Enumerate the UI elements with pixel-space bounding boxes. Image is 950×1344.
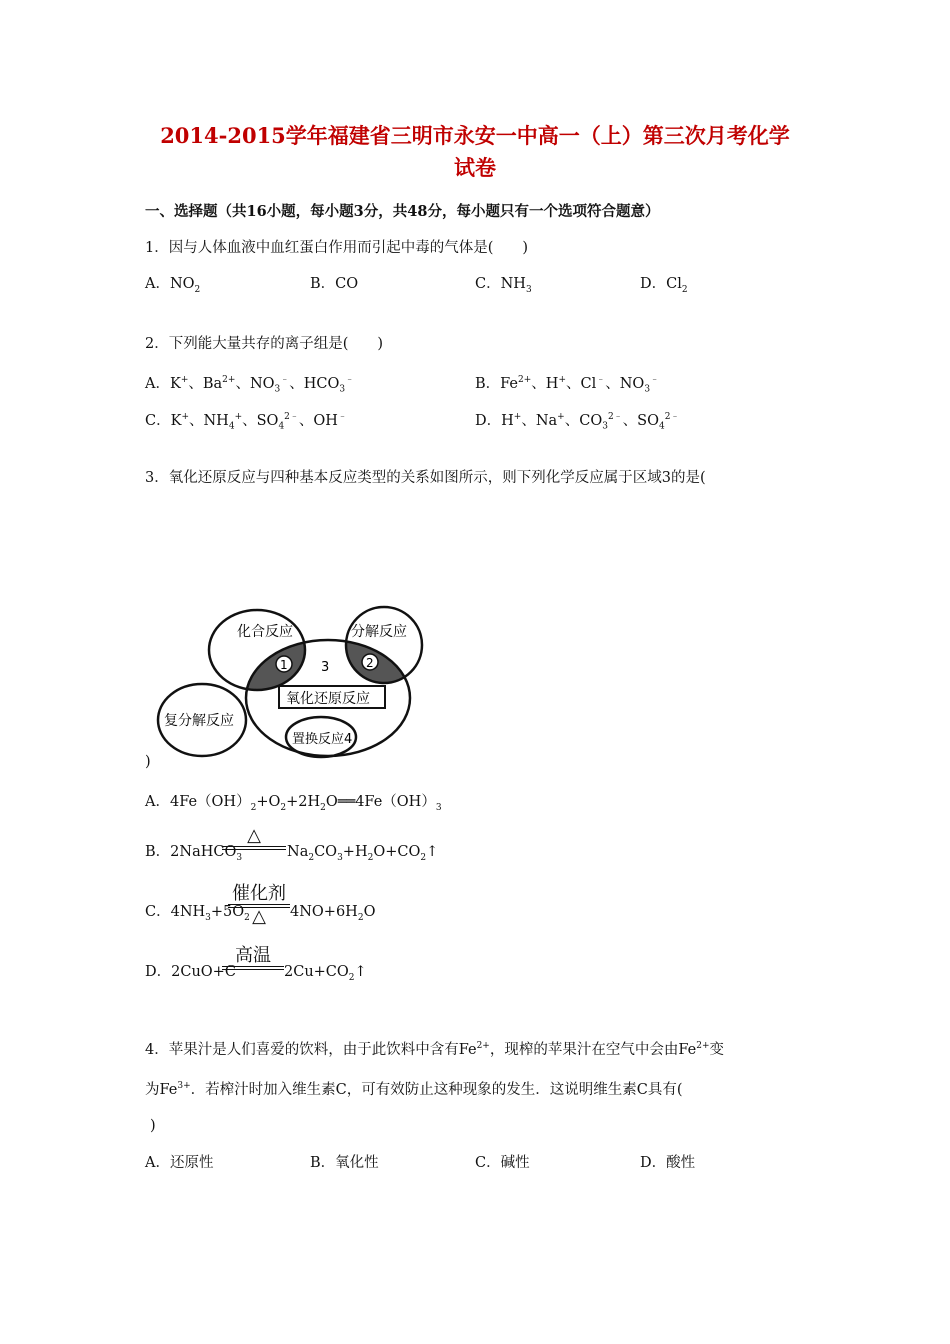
q2-option-b: B．$Fe^{2+}$、H+、Cl﹣、$NO_3^﹣$: [475, 375, 660, 395]
q1-option-c: C．$NH_3$: [475, 276, 532, 295]
region-3-label: 3: [321, 660, 330, 675]
q3-option-a: A．$4Fe(OH)_2+O_2+2H_2O══4Fe(OH)_3$: [145, 794, 442, 813]
q4-option-d: D．酸性: [640, 1155, 696, 1171]
region-1-label: 1: [280, 658, 288, 672]
page-title: [0, 120, 950, 184]
question-4-line-1: 4．苹果汁是人们喜爱的饮料，由于此饮料中含有$Fe^{2+}$，现榨的苹果汁在空气中会由$Fe^{2+}$变: [145, 1041, 724, 1058]
equals-sign: [222, 846, 286, 850]
q3-option-d-lhs: D．2CuO+C: [145, 964, 236, 980]
title-line-1: 2014-2015学年福建省三明市永安一中高一（上）第三次月考化学: [160, 123, 790, 148]
equals-sign: [222, 966, 284, 970]
region-2-label: 2: [366, 656, 374, 670]
reaction-type-venn-diagram: [155, 600, 445, 760]
title-line-2: 试卷: [454, 155, 496, 180]
heat-symbol: △: [247, 825, 261, 846]
q3-option-b-lhs: B．2NaHCO$_3$: [145, 844, 243, 863]
q1-option-a: A．$NO_2$: [145, 276, 201, 295]
q3-option-c-condition: [228, 884, 290, 926]
q3-option-d-condition: [222, 946, 284, 970]
q4-option-c: C．碱性: [475, 1155, 530, 1171]
q2-option-c: C．K+、$NH_4^+$、$SO_4^{2﹣}$、OH﹣: [145, 412, 347, 432]
q4-option-a: A．还原性: [145, 1155, 214, 1171]
q1-option-b: B．CO: [310, 276, 359, 292]
combination-label: 化合反应: [237, 624, 293, 640]
redox-label: 氧化还原反应: [286, 691, 370, 707]
displacement-label: 置换反应4: [292, 732, 353, 747]
q3-option-d-rhs: $2Cu+CO_2↑$: [284, 964, 367, 983]
q3-option-c-lhs: C．$4NH_3+5O_2$: [145, 904, 250, 923]
q4-option-b: B．氧化性: [310, 1155, 379, 1171]
q3-option-c-rhs: $4NO+6H_2O$: [290, 904, 376, 923]
q2-option-a: A．K+、$Ba^{2+}$、$NO_3^﹣$、$HCO_3^﹣$: [145, 375, 355, 395]
double-decomposition-label: 复分解反应: [164, 713, 234, 729]
q3-option-b-condition: [222, 826, 286, 850]
heat-symbol: △: [252, 906, 266, 927]
q3-option-b-rhs: $Na_2CO_3+H_2O+CO_2↑$: [287, 844, 439, 863]
overlap-regions: [209, 607, 422, 690]
question-1-stem: 1．因与人体血液中血红蛋白作用而引起中毒的气体是( ): [145, 240, 529, 256]
catalyst-label: 催化剂: [232, 883, 286, 904]
decomposition-label: 分解反应: [351, 624, 407, 640]
question-3-close: ): [145, 754, 151, 770]
section-heading: 一、选择题（共16小题，每小题3分，共48分，每小题只有一个选项符合题意）: [145, 203, 660, 220]
q2-option-d: D．H+、Na+、$CO_3^{2﹣}$、$SO_4^{2﹣}$: [475, 412, 680, 432]
question-4-line-3: ): [150, 1118, 156, 1134]
high-temp-label: 高温: [235, 945, 271, 966]
question-3-stem: 3．氧化还原反应与四种基本反应类型的关系如图所示，则下列化学反应属于区域3的是(: [145, 470, 706, 486]
question-2-stem: 2．下列能大量共存的离子组是( ): [145, 336, 384, 352]
question-4-line-2: 为$Fe^{3+}$．若榨汁时加入维生素C，可有效防止这种现象的发生．这说明维生素C具有(: [145, 1081, 683, 1098]
q1-option-d: D．$Cl_2$: [640, 276, 688, 295]
